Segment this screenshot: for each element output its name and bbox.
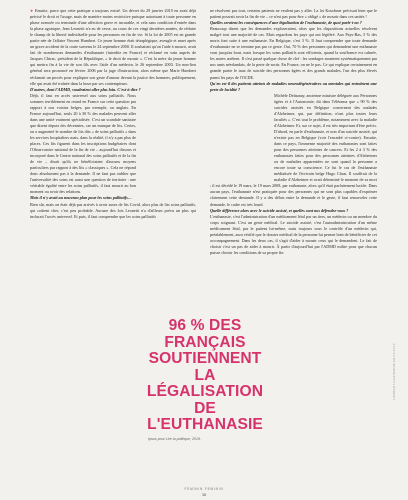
question-heading: D'autres, dont l'ADMD, voudraient aller plus loin. C'est-à-dire ? [30,86,141,92]
left-intro-paragraph [30,8,196,87]
answer-paragraph: Beaucoup disent que les demandes exploseraient, alors que les dispositions actuelles résolvent malgré tout une majorité de cas. Mais regardons les pays qui ont légiféré. Aux Pays-Bas, 5 % des morts font suite à une euthanasie. En Belgique, c'est 3 %. Il faut comprendre que toute demande d'euthanasie ne se termine pas par ce geste. Oui, 70 % des personnes qui demandent une euthanasie vont jusqu'au bout, mais lorsque les soins palliatifs sont efficients, quand la souffrance est calmée, les autres arrêtent. Il s'est passé quelque chose de clef : les sondages montrent systématiquement par nos amis néerlandais, de la perte de sortir. En France, on ne le pas. Ce qui explique certainement en grande partie le taux de suicide des personnes âgées et des grands malades, l'un des plus élevés parmi les pays de l'OCDE. [210,26,377,80]
question-heading: Mais il n'y avait au nouveau plan pour les soins palliatifs… [30,195,132,201]
question-heading: Qu'en est-il des patients atteints de maladies neurodégénératives ou mentales qui entraînent une perte de lucidité ? [210,80,377,92]
right-intro-paragraph: ne résolvent pas tout, certains patients ne veulent pas y aller. La loi Kouchner précisait bien que le patient pouvait avoir la fin de vie – ce n'est pas pour être « obligé » de mourir dans ces unités ! [210,8,377,20]
answer-paragraph: Bien sûr, mais on était déjà pas arrivés à avoir assez de lits Covid, alors plus de lits soins palliatifs, qui coûtent cher, c'est peu probable. Aucune des lois Leonetti n'a d'ailleurs prévu un plus qui inclurait l'accès universel. Et puis, il faut comprendre que les soins palliatifs [30,201,196,219]
pullquote-spacer [210,93,274,183]
answer-paragraph: Michèle Delaunay, ancienne ministre déléguée aux Personnes âgées et à l'Autonomie, dit dans Télérama que « 90 % des suicides assistés en Belgique concernent des malades d'Alzheimer, qui, par définition, n'ont plus toutes leurs facultés ». C'est tout le problème, notamment avec la maladie d'Alzheimer. Et, sur ce sujet, il est très important d'être précis. D'abord, en parle d'euthanasie, et non d'un suicide assisté, qui n'existe pas en Belgique (voir l'encadré ci-contre). Ensuite, dans ce pays, l'immense majorité des euthanasies sont faites pour des personnes atteintes de cancers. Et les 2 à 3 % des euthanasies faites pour des personnes atteintes d'Alzheimer ou de maladies apparentées ne sont quand la personne a encore toute sa conscience. Ce fut le cas de l'euthanasie médiatisée de l'écrivain belge Hugo Claus. Il souffrait de la maladie d'Alzheimer et avait déterminé le moment de sa mort ; il est décédé le 19 mars, le 19 mars 2008, par euthanasie, alors qu'il était parfaitement lucide. Dans aucun pays, l'euthanasie n'est pratiquée pour des personnes qui ne sont plus capables d'exprimer clairement cette demande. Il y a des délais entre la demande et le geste, il faut renouveler cette demande, le cadre est très lourd. [210,92,377,207]
answer-paragraph: Déjà, il faut en accès universel aux soins palliatifs. Nous sommes terriblement en retard en France sur cette question par rapport à nos voisins belges, par exemple, ou anglais. En France aujourd'hui, seuls 20 à 30 % des malades peuvent aller dans une unité vraiment spécialisée. C'est un scandale sanitaire que disent depuis des décennies, car un manque de lits. Certes, on a augmenté le nombre de lits dits « de soins palliatifs » dans les services hospitaliers mais, dans la réalité, il n'y a pas plus de places. Ces lits figurent dans les inscriptions budgétaires dont l'Observatoire national de la fin de vie – aujourd'hui dissous et incorporé dans le Centre national des soins palliatifs et de la fin de vie – disait qu'ils ne bénéficiaient d'aucuns moyens particuliers par rapport à des lits « classiques ». Cela ne répond donc absolument pas à la demande. Il ne faut pas oublier que l'universalité des soins est aussi une question de territoire : une véritable égalité entre les soins palliatifs, il faut mourir au bon moment ou avoir des relations. [30,92,136,195]
question-heading: Quelles seraient les conséquences d'une légalisation de l'euthanasie, de quoi parle-t-on ? [210,20,362,26]
page-number: 38 [202,493,206,497]
left-column [30,8,196,220]
pull-quote-source: Ipsos pour Lire la politique, 2019. [148,436,201,441]
pull-quote-text: 96 % DES FRANÇAIS SOUTIENNENT LA LÉGALISATION DE L'EUTHANASIE [146,317,264,433]
magazine-footer: FEMININ FEMININ [184,487,224,491]
answer-paragraph: L'euthanasie, c'est l'administration d'un médicament létal par un tiers, un médecin ou un membre du corps soignant. C'est un geste médical. Le suicide assisté, c'est l'autoadministration d'un même médicament létal, par le patient lui-même, mais toujours sous le contrôle d'un médecin qui, préalablement, aura vérifié que le dossier médical de la personne lui permet bien de bénéficier de cet accompagnement. Dans les deux cas, il s'agit d'aider à mourir ceux qui le demandent. Le fait de choisir c'est un pas de aider à mourir. À partir d'aujourd'hui par l'ADMD milite pour que chacun puisse choisir les conditions de sa propre fin [210,213,377,255]
question-heading: Quelle différence alors avec le suicide assisté, et quelles sont nos défendez-vous ? [210,207,349,213]
pullquote-spacer [136,93,196,187]
pull-quote [140,314,270,441]
photo-credit: LAMBERT/LEA/MONNIER/IT/2023 [392,343,396,400]
left-intro-text: Ensuite, parce que cette pratique a toujours existé. Un décret du 29 janvier 2010 en avait déjà précisé le droit et l'usage, mais de manière moins restrictive puisque autorisant à toute personne en phase avancée ou terminale d'une affection grave et incurable, et cela sans condition d'entrée dans la phase agonique, Jean Leonetti n'a eu de cesse, au cours de ces vingt dernières années, de réduire le champ de la liberté individuelle pour les personnes en fin de vie. Si la loi de 2005 est en grande partie née de l'affaire Vincent Humbert. Ce jeune homme était tétraplégique, aveugle et muet après un grave accident de la route survenu le 24 septembre 2000. Il souhaitait qu'on l'aide à mourir, avait fait de nombreuses demandes d'euthanasie (interdite en France) et réclamé en vain auprès de Jacques Chirac, président de la République, « le droit de mourir ». C'est la mère du jeune homme qui mettra fin à la vie de son fils avec l'aide d'un médecin, le 26 septembre 2003. Un non-lieu général sera prononcé en février 2006 par la juge d'instruction, alors même que Marie Humbert réclamait un procès pour expliquer son geste d'amour devant la justice des hommes, publiquement, elle qui avait été traînée dans la boue par ses contempteurs. [30,8,196,86]
right-column [210,8,377,256]
arrow-icon: ➤ [30,8,34,13]
